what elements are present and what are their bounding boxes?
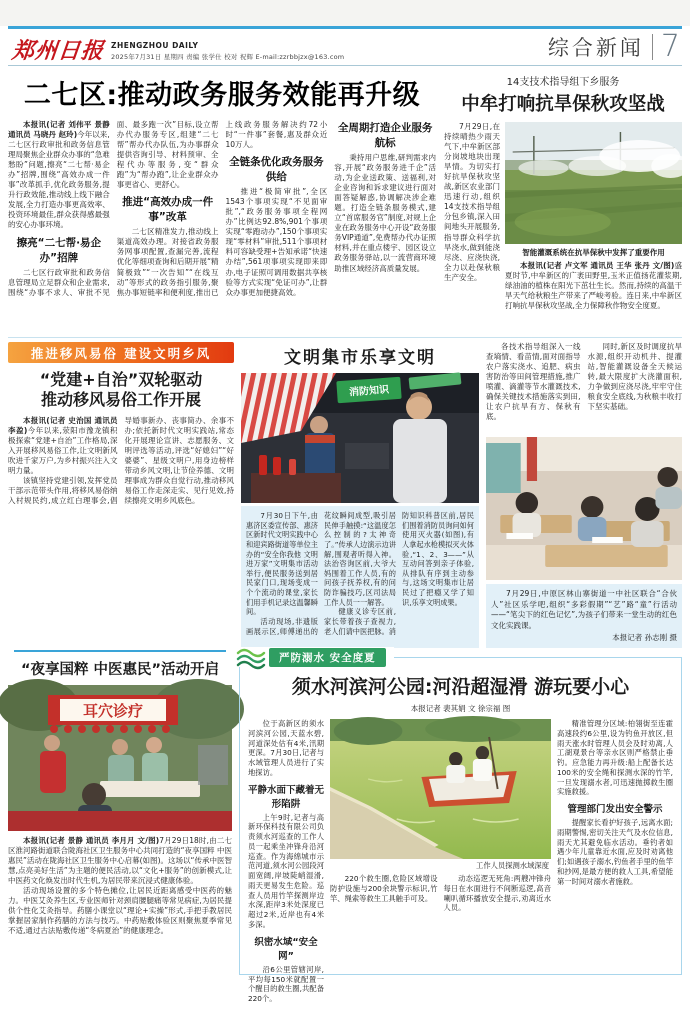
dangjian-body bbox=[8, 416, 234, 628]
xushuihe-a1: 位于高新区的须水河滨河公园,天蓝水碧,河道深处估有4米,汛期更深。7月30日,记者与水域管理人员进行了实地探访。 bbox=[248, 719, 324, 777]
masthead-info bbox=[111, 41, 344, 62]
page-number: 7 bbox=[660, 29, 680, 64]
erqi-p3: 推进“极简审批”,全区1543个事项实现“不见面审批”,“政务服务事项全程网办”比例达92.8%,901个事项实现“零跑动办”,150个事项实现“零材料”审批,511个事项材料可容缺受理+告知承诺“快速办结”,561项事项实现即来即办,电子证照可调用数据共享核验等方式实现“免证可办”,让群众办事更加便捷高效。 bbox=[225, 187, 328, 297]
xushuihe-headline: 须水河滨河公园:河沿超湿滑 游玩要小心 bbox=[291, 676, 630, 698]
xushuihe-left-column bbox=[248, 719, 325, 1004]
wave-icon bbox=[236, 647, 266, 667]
masthead-left bbox=[12, 40, 344, 62]
erqi-subhead-2: 推进“高效办成一件事”改革 bbox=[122, 196, 214, 224]
jishi-col3: 健康义诊专区前,家长带着孩子查视力,老人们请中医把脉。消防知识科普区前,居民们围着消防员询问如何使用灭火器(如图),有人拿起水枪模拟灭火体验,“1、2、3——”从互动问答到亲子体验,从排队有序到主动参与,这场文明集市让居民过了把瘾又学了知识,乐享文明成果。 bbox=[324, 511, 474, 636]
xushuihe-subhead-2: 织密水域“安全网” bbox=[254, 936, 318, 962]
tcm-booth-photo bbox=[8, 685, 232, 831]
erqi-p2: 二七区精准发力,推动线上渠道高效办理。对接省政务服务网事项配置,查漏完善,流程优化等细项查询和后期开展“精简极致”“一次告知”“在线互动”等形式的政务指引服务,聚焦办事短链率和便利度,推出已上线政务服务解决约72小时“一件事”套餐,惠及群众近10万人。 bbox=[116, 120, 328, 297]
yexiang-p1: 7月29日18时,由二七区淮河路街道联合陇海社区卫生服务中心共同打造的“夜享国粹 中医惠民”活动在陇海社区卫生服务中心启幕(如图)。这场以“传承中医智慧,点亮美好生活”为主题的便民活动,以“文化+服务”的创新模式,让中医药文化焕发出时代生机,为居民带来沉浸式健康体验。 bbox=[8, 836, 232, 886]
newspaper-page bbox=[0, 26, 690, 1024]
section-block bbox=[547, 29, 680, 64]
body-paragraph bbox=[248, 965, 324, 1004]
yexiang-top-rule bbox=[14, 650, 226, 652]
zhongmou-cont2: 同时,新区及时调度抗旱水源,组织开动机井、提灌站,智能灌溉设备全天候运转,最大限度扩大浇灌面积,力争做到应浇尽浇,牢牢守住粮食安全底线,为秋粮丰收打下坚实基础。 bbox=[587, 342, 682, 412]
body-paragraph bbox=[444, 874, 552, 913]
dateline: 2025年7月31日 星期四 责编 张学仕 校对 祝辉 E-mail:zzrbbjzx@163.com bbox=[111, 53, 345, 61]
body-paragraph bbox=[330, 874, 438, 903]
body-paragraph bbox=[8, 836, 232, 886]
zhongmou-main-column bbox=[505, 122, 682, 333]
tcm-sign-text: 耳穴诊疗 bbox=[82, 702, 144, 720]
zhongmou-photo-caption: 智能灌溉系统在抗旱保秋中发挥了重要作用 bbox=[522, 248, 665, 257]
irrigation-field-photo bbox=[505, 122, 682, 244]
erqi-p1: 二七区行政审批和政务信息管理局立足群众和企业需求,围绕“办事不求人、审批不见面、最多跑一次”目标,设立帮办代办服务专区,组建“二七帮”帮办代办队伍,为办事群众提供咨询引导、材料预审、全程代办等服务,变“群众跑”为“帮办跑”,让企业群众办事更省心、更舒心。 bbox=[8, 120, 219, 297]
zhongmou-continuation bbox=[486, 342, 682, 433]
fire-sign-text: 消防知识 bbox=[348, 384, 390, 399]
body-paragraph bbox=[8, 416, 118, 476]
xushuihe-right-column bbox=[557, 719, 673, 967]
newspaper-logo: 郑州日报 bbox=[10, 38, 106, 64]
boat-photo-caption: 工作人员探测水域深度 bbox=[476, 861, 549, 870]
body-paragraph bbox=[246, 511, 318, 617]
article-dangjian bbox=[8, 342, 234, 648]
jishi-col1: 7月30日下午,由惠济区委宣传部、惠济区新时代文明实践中心和迎宾路街道等单位主办的“安全你我他 文明进万家”文明集市活动举行,便民服务送到居民家门口,现场变成一个个流动的课堂,家长们用手机记录这温馨瞬间。 bbox=[246, 511, 318, 617]
erqi-headline: 二七区:推动政务服务效能再升级 bbox=[23, 80, 421, 111]
zhongmou-kicker: 14支技术指导组下乡服务 bbox=[506, 77, 620, 88]
under-col-1 bbox=[330, 874, 438, 967]
ribbon-row bbox=[236, 647, 394, 667]
erqi-lead: 今年以来,二七区行政审批和政务信息管理局聚焦企业群众办事的“急难愁盼”问题,擦亮“二七帮·易企办”招牌,围绕“高效办成一件事”改革抓手,优化政务服务,提升行政效能,推动线上线下融合发展,全力打造办事更高效率、投资环境最佳,群众获得感最强的安心办事环境。 bbox=[8, 130, 110, 230]
body-paragraph bbox=[8, 120, 110, 231]
masthead-divider bbox=[652, 34, 653, 60]
middle-right-column bbox=[486, 342, 682, 648]
body-paragraph bbox=[557, 719, 673, 797]
under-col-2 bbox=[444, 874, 552, 967]
body-paragraph bbox=[486, 342, 581, 422]
xushuihe-middle-column bbox=[330, 719, 551, 967]
yexiang-headline: “夜享国粹 中医惠民”活动开启 bbox=[20, 662, 220, 678]
body-paragraph bbox=[8, 886, 232, 936]
newspaper-name-english: ZHENGZHOU DAILY bbox=[111, 41, 199, 50]
patrol-boat-photo bbox=[330, 719, 551, 859]
body-paragraph bbox=[588, 342, 683, 412]
body-paragraph bbox=[505, 261, 682, 311]
article-jishi bbox=[234, 342, 486, 648]
article-zhongmou bbox=[436, 71, 682, 333]
xushuihe-u2: 动态巡逻无死角:两艘冲锋舟每日在水面进行不间断巡逻,高音喇叭循环播放安全提示,劝离近水人员。 bbox=[443, 874, 551, 913]
dangjian-p1: 今年以来,荥阳市豫龙镇积极探索“党建+自治”工作格局,深入开展移风易俗工作,让文明新风吹进千家万户,为乡村振兴注入文明力量。 bbox=[8, 426, 118, 476]
xushuihe-under-photo-columns bbox=[330, 874, 551, 967]
jishi-headline: 文明集市乐享文明 bbox=[284, 348, 436, 368]
article-xushuihe bbox=[239, 651, 682, 1004]
xushuihe-subhead-1: 平静水面下藏着无形陷阱 bbox=[248, 784, 325, 810]
bottom-band bbox=[8, 648, 682, 1004]
dangjian-byline: 本报讯(记者 史治国 通讯员 李盈) bbox=[8, 416, 118, 436]
zhongmou-p1: 盛夏时节,中牟新区的广袤田野里,玉米正值扬花灌浆期,绿油油的植株在阳光下茁壮生长。然而,持续的高温干旱天气给秋粮生产带来了严峻考验。连日来,中牟新区打响抗旱保秋攻坚战,全力保障秋作物安全度夏。 bbox=[505, 261, 683, 311]
body-paragraph bbox=[248, 813, 324, 930]
article-yexiang bbox=[8, 648, 232, 996]
classroom-caption-text: 7月29日,中原区林山寨街道一中社区联合“合伙人”社区乐学吧,组织“多彩假期”“艺”路“童”行活动——“笔尖下的红色记忆”,为孩子们带来一堂生动的红色文化实践课。 bbox=[491, 589, 677, 630]
zhongmou-headline: 中牟打响抗旱保秋攻坚战 bbox=[461, 94, 665, 115]
xushuihe-a3: 沿6公里管辖河岸,平均每150米就配置一个醒目的救生圈,共配备220个。 bbox=[248, 964, 324, 1004]
body-paragraph bbox=[444, 122, 500, 283]
middle-band bbox=[8, 342, 682, 648]
zhongmou-byline: 本报讯(记者 卢文军 通讯员 王华 张丹 文/图) bbox=[520, 261, 675, 270]
classroom-photo-credit: 本报记者 孙志刚 摄 bbox=[612, 633, 677, 642]
jishi-columns bbox=[246, 511, 474, 643]
erqi-body bbox=[8, 120, 436, 330]
jishi-col2: 活动现场,非遗版画展示区,师傅递出的花纹瞬间成型,吸引居民伸手触摸:“这温度怎么控制的?太神奇了。”传承人边演示边讲解,围观者听得入神。法治咨询区前,大爷大妈围着工作人员,有的问孩子抚养权,有的问防诈骗技巧,区司法局工作人员一一解答。 bbox=[246, 511, 396, 636]
fire-safety-booth-photo bbox=[241, 373, 479, 503]
erqi-subhead-1: 擦亮“二七帮·易企办”招牌 bbox=[16, 236, 102, 264]
classroom-caption bbox=[491, 589, 677, 631]
band-divider-rule bbox=[8, 337, 682, 338]
section-title: 综合新闻 bbox=[547, 36, 644, 60]
erqi-byline: 本报讯(记者 刘伟平 景静 通讯员 马晓丹 赵玲) bbox=[8, 120, 110, 140]
xushuihe-byline: 本报记者 裴其娟 文 徐宗福 图 bbox=[410, 704, 511, 713]
masthead-rule bbox=[8, 65, 682, 66]
dangjian-headline bbox=[8, 370, 234, 410]
xushuihe-c1: 精准管理分区域:柏翎街至连霍高速段约6公里,设为钓鱼开放区,但雨天涨水时管理人员会及时劝离,人工湖观景台等亲水区则严格禁止垂钓。应急能力再升级:船上配备长达100米的安全绳和探测水深的竹竿,一旦发现溺水者,可迅速抛掷救生圈实施救援。 bbox=[557, 719, 673, 797]
erqi-p4: 秉持用户思维,研判需求内容,开展“政务服务进千企”活动,为企业送政策、送福利,对企业咨询和诉求建议进行面对面答疑解惑,协调解决涉企难题。打造全链条服务模式,建立“首席服务官”制度,对规上企业在政务服务中心开设“政务服务VIP通道”,免费帮办代办证照材料,并在重点楼宇、园区设立政务服务驿站,以一流营商环境助推区域经济高质量发展。 bbox=[334, 153, 436, 273]
jishi-body-panel bbox=[241, 506, 479, 648]
article-erqi bbox=[8, 71, 436, 333]
zhongmou-left-column bbox=[444, 122, 500, 333]
xushuihe-c2: 提醒家长看护好孩子,远离水面;雨期警惕,密切关注天气及水位信息,雨天尤其避免临水活动。垂钓者如遇少年儿童靠近水面,应及时劝离他们;如遇孩子溺水,钓鱼者手里的鱼竿和抄网,是最方便的救人工具,希望能第一时间对溺水者施救。 bbox=[557, 818, 673, 886]
body-paragraph bbox=[334, 153, 436, 274]
dangjian-p2: 该镇坚持党建引领,发挥党员干部示范带头作用,将移风易俗纳入村规民约,成立红白理事会,倡导婚事新办、丧事简办、余事不办;依托新时代文明实践站,常态化开展理论宣讲、志愿服务、文明评选等活动,评选“好媳妇”“好婆婆”、星级文明户,用身边榜样带动乡风文明,让节俭养德、文明理事成为群众自觉行动,推动移风易俗工作走深走实、见行见效,持续擦亮文明乡风底色。 bbox=[8, 416, 234, 506]
erqi-subhead-4: 全周期打造企业服务航标 bbox=[337, 122, 433, 149]
zhongmou-cont1: 各技术指导组深入一线查墒情、看苗情,面对面指导农户落实浇水、追肥、病虫害防治等田间管理措施,推广喷灌、滴灌等节水灌溉技术,确保关键技术措施落实到田,让农户抗旱有方、保秋有底。 bbox=[486, 342, 581, 422]
top-band bbox=[8, 71, 682, 333]
drowning-prevention-ribbon: 严防溺水 安全度夏 bbox=[269, 648, 386, 667]
zhongmou-col-left-text: 7月29日,在持续晴热少雨天气下,中牟新区部分岗坡地块出现旱情。为切实打好抗旱保秋攻坚战,新区农业部门迅速行动,组织14支技术指导组分包乡镇,深入田间地头开展服务,指导群众科学抗旱浇水,做到能浇尽浇、应浇快浇,全力以赴保秋粮生产安全。 bbox=[444, 122, 500, 282]
zhongmou-content bbox=[444, 122, 682, 333]
dangjian-headline-line1: “党建+自治”双轮驱动 bbox=[39, 370, 203, 389]
masthead bbox=[8, 29, 682, 65]
body-paragraph bbox=[248, 719, 324, 778]
yexiang-p2: 活动现场设置的多个特色摊位,让居民近距离感受中医药的魅力。中医艾灸养生区,专业医师针对颈肩腰腿痛等常见病症,为居民提供个性化艾灸指导。药膳小课堂以“理论+实操”形式,手把手教居民掌握居家制作药膳的方法与技巧。中药贴敷体验区则聚焦夏季常见不适,通过古法贴敷传递“冬病夏治”的健康理念。 bbox=[8, 886, 232, 936]
classroom-caption-panel bbox=[486, 584, 682, 648]
yexiang-byline: 本报讯(记者 景静 通讯员 李月月 文/图) bbox=[23, 836, 160, 845]
body-paragraph bbox=[226, 187, 328, 298]
xushuihe-a2: 上午9时,记者与高新环保科技有限公司负责须水河巡查的工作人员一起乘坐冲锋舟沿河巡查。作为海绵城市示范河道,须水河公园段河面宽阔,岸坡陡峭湿滑,雨天更易发生危险。巡查人员用竹竿探测岸边水深,距岸3米处深度已超过2米,近岸也有4米多深。 bbox=[248, 812, 324, 930]
xushuihe-content bbox=[248, 719, 673, 1004]
calligraphy-class-photo bbox=[486, 437, 682, 580]
yifengyisu-banner: 推进移风易俗 建设文明乡风 bbox=[8, 342, 234, 363]
xushuihe-subhead-3: 管理部门发出安全警示 bbox=[567, 804, 663, 816]
dangjian-headline-line2: 推动移风易俗工作开展 bbox=[40, 390, 201, 409]
xushuihe-u1: 220个救生圈,危险区域增设防护设施与200余块警示标识,竹竿、绳索等救生工具触手可及。 bbox=[330, 874, 438, 903]
body-paragraph bbox=[557, 818, 673, 886]
yexiang-body bbox=[8, 836, 232, 998]
erqi-subhead-3: 全链条优化政务服务供给 bbox=[229, 156, 324, 184]
